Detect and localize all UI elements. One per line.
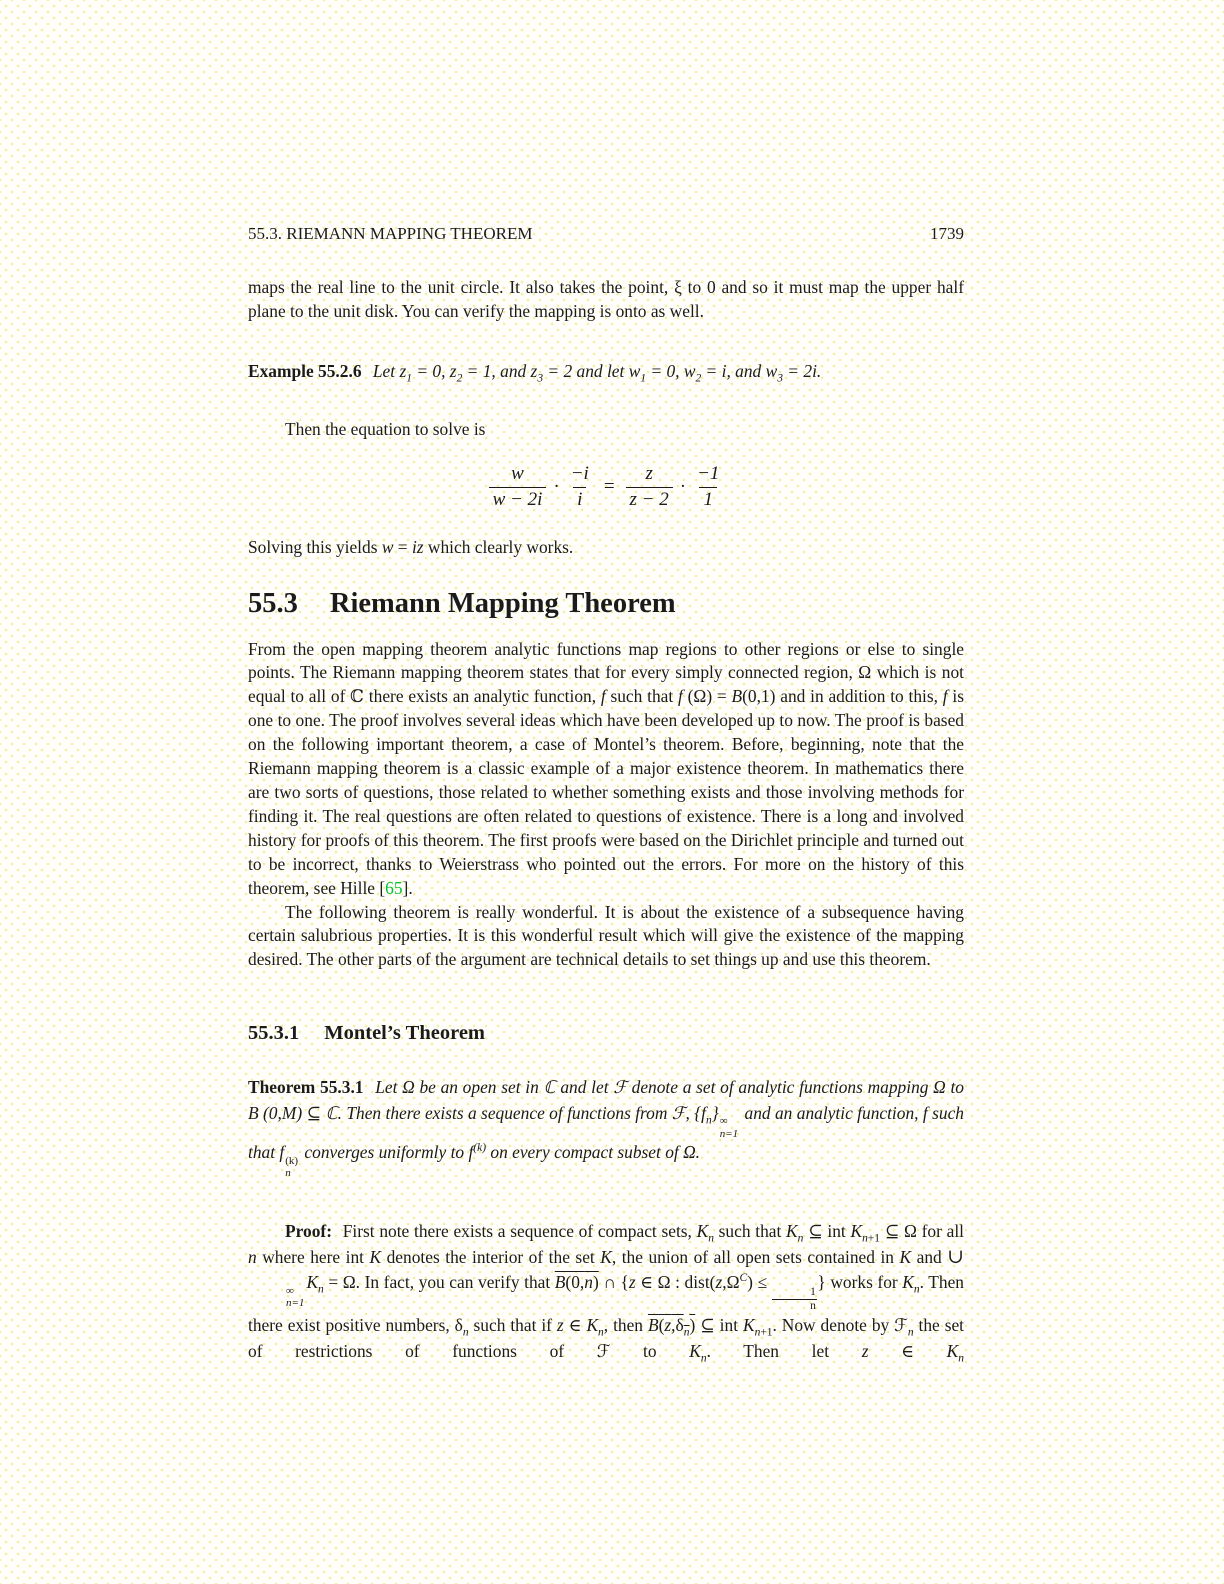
citation-link-65[interactable]: 65 [385,877,403,898]
fraction-rhs-2 [693,462,723,512]
running-head [248,222,964,246]
numerator: z [645,463,653,485]
cdot-operator: · [679,476,687,498]
theorem-body: Let Ω be an open set in ℂ and let ℱ denote a set of analytic functions mapping Ω to B (0,M) ⊆ ℂ. Then there exists a sequence of functions from ℱ, $\{f_n\}$ ∞ n=1 and an analytic function, f such that f (k) n converges uniformly to $f^{(k)}$ on every compact subset of Ω. [248,1077,964,1180]
subsection-heading [248,1019,964,1047]
subsection-number: 55.3.1 [248,1022,300,1045]
cdot-operator: · [553,476,560,498]
proof-label: Proof: [285,1221,333,1242]
intro-paragraph: maps the real line to the unit circle. It also takes the point, ξ to 0 and so it must map the upper half plane to the unit disk. You can verify the mapping is onto as well. [248,277,964,321]
solving-paragraph: Solving this yields w = iz which clearly works. [248,536,574,557]
page-number: 1739 [930,224,964,243]
example-block [248,360,964,384]
numerator: −i [570,463,589,485]
running-head-title: 55.3. RIEMANN MAPPING THEOREM [248,224,533,243]
section-number: 55.3 [248,587,298,619]
example-label: Example 55.2.6 [248,360,362,381]
paragraph-text: From the open mapping theorem analytic functions map regions to other regions or else to single points. The Riemann mapping theorem states that for every simply connected region, Ω which is not equal to all of ℂ there exists an analytic function, f such that f (Ω) = B(0,1) and in addition to this, f is one to one. The proof involves several ideas which have been developed up to now. The proof is based on the following important theorem, a case of Montel’s theorem. Before, beginning, note that the Riemann mapping theorem is a classic example of a major existence theorem. In mathematics there are two sorts of questions, those related to whether something exists and those involving methods for finding it. The real questions are often related to questions of existence. There is a long and involved history for proofs of this theorem. The first proofs were based on the Dirichlet principle and turned out to be incorrect, thanks to Weierstrass who pointed out the errors. For more on the history of this theorem, see Hille [ [248,638,965,898]
denominator: 1 [699,487,717,513]
display-equation [248,459,964,517]
numerator: w [511,463,524,485]
section-title: Riemann Mapping Theorem [329,587,676,619]
denominator: z − 2 [626,487,673,513]
riemann-theorem-paragraph [248,638,964,901]
subsection-title: Montel’s Theorem [324,1022,485,1045]
theorem-label: Theorem 55.3.1 [248,1077,364,1098]
fraction-lhs-2 [567,462,593,512]
paragraph-text: ]. [402,877,413,898]
denominator: i [573,487,586,513]
proof-paragraph [248,1219,964,1364]
equation-lead-in: Then the equation to solve is [285,418,486,439]
proof-body: First note there exists a sequence of compact sets, $K_n$ such that $K_n$ ⊆ int $K_{n+1}$ ⊆ Ω for all n where here int K denotes the interior of the set K, the union of all open sets contained in K and ∪ ∞ n=1 $K_n = \Omega$. In fact, you can verify that B(0,n) ∩ {z ∈ Ω : $dist(z,\Omega^C)$ ≤ $\frac{1}{n}$ } works for $K_n$. Then there exist positive numbers, $\delta_n$ such that if z ∈ $K_n$, then $B(z,\delta_n)$ ⊆ int $K_{n+1}$. Now denote by ℱ$_n$ the set of restrictions of functions of ℱ to $K_n$. Then let z ∈ $K_n$ [248,1221,965,1365]
text-column [248,0,964,1364]
following-theorem-paragraph: The following theorem is really wonderful. It is about the existence of a subsequence having certain salubrious properties. It is this wonderful result which will give the existence of the mapping desired. The other parts of the argument are technical details to set things up and use this theorem. [248,901,964,970]
fraction-lhs-1 [489,462,547,512]
numerator: −1 [697,463,720,485]
section-heading [248,585,964,623]
example-body: Let $z_1 = 0$, $z_2 = 1$, and $z_3 = 2$ and let $w_1 = 0$, $w_2 = i$, and $w_3 = 2i$. [372,360,822,385]
denominator: w − 2i [489,487,547,513]
fraction-rhs-1 [626,462,673,512]
equals-sign: = [603,476,615,498]
montel-theorem-block [248,1075,964,1179]
